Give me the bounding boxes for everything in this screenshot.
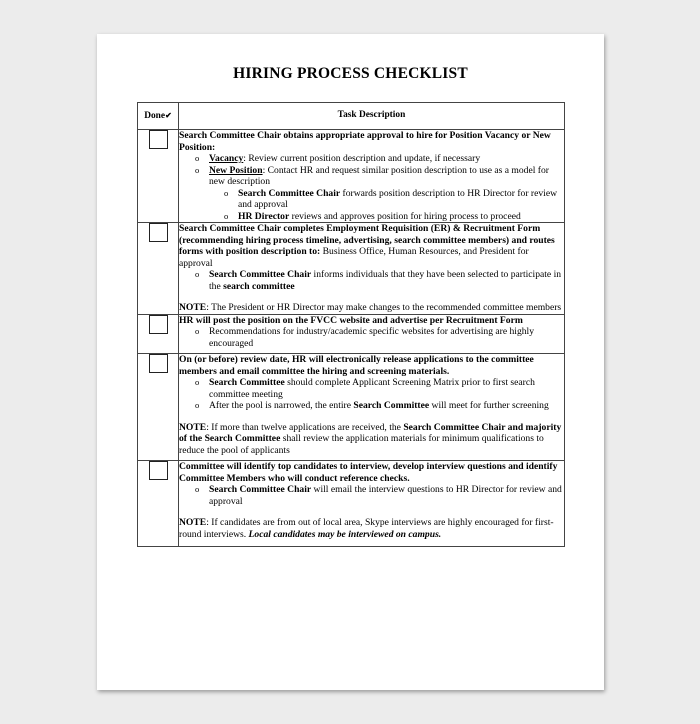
done-checkbox[interactable] — [149, 354, 168, 373]
done-column-header — [138, 103, 179, 130]
item-bold: Search Committee Chair — [209, 269, 312, 280]
task-note — [179, 302, 564, 314]
task-list — [179, 326, 564, 349]
task-heading: HR will post the position on the FVCC website and advertise per Recruitment Form — [179, 314, 523, 326]
sub-list-item — [179, 211, 564, 223]
done-checkbox[interactable] — [149, 315, 168, 334]
note-text: : If more than twelve applications are received, the — [206, 421, 404, 433]
note-bold: Search Committee Chair and majority of the Search Committee — [179, 421, 562, 444]
list-item — [179, 377, 564, 400]
table-row — [138, 354, 565, 461]
item-label: Vacancy — [209, 153, 244, 164]
sub-list-item — [179, 188, 564, 211]
done-header-label: Done — [144, 110, 166, 121]
table-row — [138, 314, 565, 354]
task-cell — [179, 314, 565, 354]
task-heading-block — [179, 223, 564, 269]
note-text: shall review the application materials for minimum qualifications to reduce the pool of applicants — [179, 433, 544, 456]
note-label: NOTE — [179, 421, 207, 433]
task-list — [179, 153, 564, 222]
task-heading: Search Committee Chair obtains appropriate approval to hire for Position Vacancy or New Position: — [179, 130, 551, 153]
done-checkbox[interactable] — [149, 130, 168, 149]
task-cell — [179, 461, 565, 547]
done-cell — [138, 223, 179, 315]
note-label: NOTE — [179, 517, 207, 528]
sub-list — [179, 188, 564, 223]
item-text: reviews and approves position for hiring process to proceed — [289, 210, 521, 222]
task-list — [179, 484, 564, 507]
list-item — [179, 400, 564, 412]
task-cell — [179, 354, 565, 461]
item-text: Recommendations for industry/academic specific websites for advertising are highly encouraged — [209, 326, 535, 349]
done-cell — [138, 354, 179, 461]
list-item — [179, 326, 564, 349]
table-row — [138, 223, 565, 315]
item-text: After the pool is narrowed, the entire — [209, 400, 354, 411]
list-item — [179, 484, 564, 507]
list-item — [179, 153, 564, 165]
task-description-header: Task Description — [179, 103, 565, 130]
done-checkbox[interactable] — [149, 223, 168, 242]
task-note — [179, 422, 564, 457]
document-title: HIRING PROCESS CHECKLIST — [233, 65, 468, 82]
item-text: should complete Applicant Screening Matrix prior to first search committee meeting — [209, 377, 535, 400]
item-bold: HR Director — [238, 210, 290, 222]
item-text: : Review current position description and update, if necessary — [243, 153, 481, 164]
task-list — [179, 377, 564, 412]
item-text: will meet for further screening — [429, 400, 549, 411]
item-label: New Position — [209, 164, 263, 176]
table-header-row — [138, 103, 565, 130]
task-heading: Search Committee Chair completes Employment Requisition (ER) & Recruitment Form (recommending hiring process timeline, advertising, search committee members) and routes forms with position description to: — [179, 223, 555, 257]
done-cell — [138, 130, 179, 223]
done-checkbox[interactable] — [149, 461, 168, 480]
item-text: informs individuals that they have been selected to participate in the — [209, 269, 562, 292]
done-cell — [138, 314, 179, 354]
list-item — [179, 269, 564, 292]
checklist-table — [137, 102, 565, 547]
checkmark-icon: ✔ — [165, 110, 172, 120]
list-item — [179, 165, 564, 223]
task-note — [179, 517, 564, 540]
done-cell — [138, 461, 179, 547]
item-bold: Search Committee — [209, 377, 285, 388]
item-bold: Search Committee Chair — [238, 187, 341, 199]
note-label: NOTE — [179, 302, 207, 313]
document-page — [97, 34, 604, 690]
item-bold: search committee — [223, 280, 295, 292]
task-cell — [179, 130, 565, 223]
table-row — [138, 461, 565, 547]
task-heading: On (or before) review date, HR will electronically release applications to the committee members and email committee the hiring and screening materials. — [179, 354, 534, 377]
note-text: : The President or HR Director may make changes to the recommended committee members — [206, 302, 562, 313]
task-heading-tail: Business Office, Human Resources, and President for approval — [179, 246, 529, 269]
note-text: : If candidates are from out of local area, Skype interviews are highly encouraged for first-round interviews. — [179, 517, 554, 540]
table-row — [138, 130, 565, 223]
item-text: will email the interview questions to HR Director for review and approval — [209, 484, 562, 507]
item-text: forwards position description to HR Director for review and approval — [238, 187, 558, 210]
task-cell — [179, 223, 565, 315]
task-heading: Committee will identify top candidates to interview, develop interview questions and identify Committee Members who will conduct reference checks. — [179, 461, 558, 484]
item-bold: Search Committee — [353, 400, 430, 411]
note-bold-italic: Local candidates may be interviewed on campus. — [248, 528, 442, 540]
item-text: : Contact HR and request similar position description to use as a model for new description — [209, 164, 549, 187]
task-list — [179, 269, 564, 292]
item-bold: Search Committee Chair — [209, 484, 312, 495]
